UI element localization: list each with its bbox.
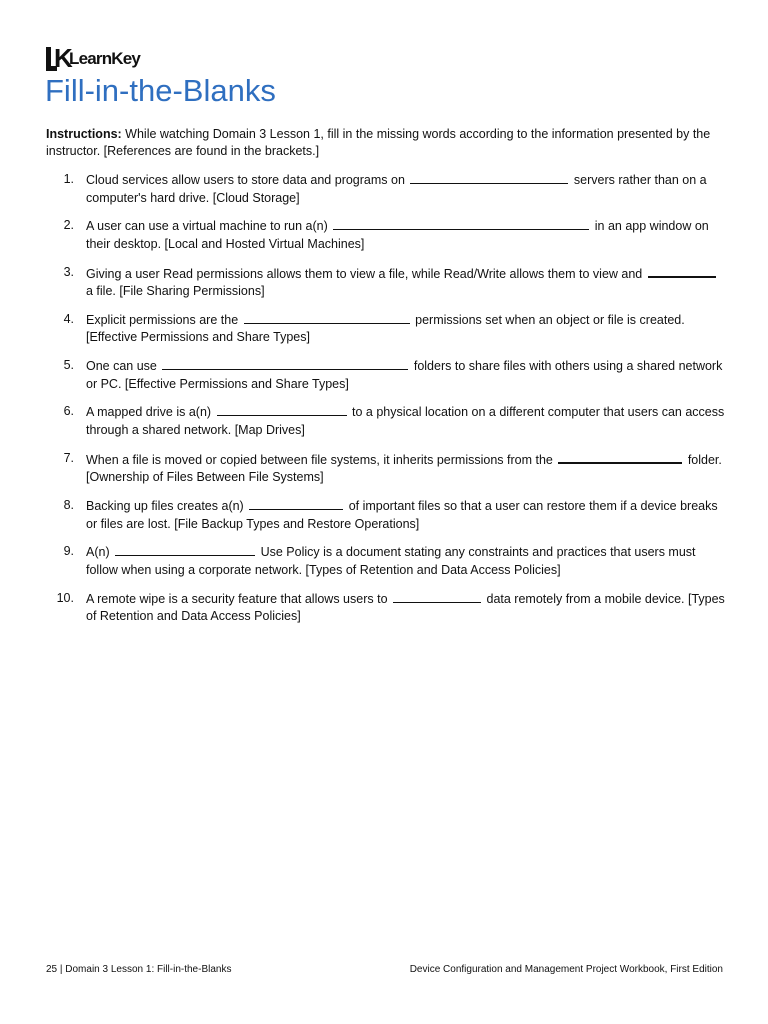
answer-blank[interactable] <box>249 497 343 510</box>
question-number: 7. <box>63 450 74 465</box>
question-item <box>46 171 726 207</box>
answer-blank[interactable] <box>244 311 410 324</box>
question-text-after: a file. [File Sharing Permissions] <box>86 284 265 299</box>
question-text-before: A(n) <box>86 545 110 560</box>
question-text-after: permissions set when an object or file is created. [Effective Permissions and Share Types] <box>86 312 685 345</box>
question-text-before: Giving a user Read permissions allows them to view a file, while Read/Write allows them to view and <box>86 266 643 281</box>
question-text-before: A mapped drive is a(n) <box>86 405 212 420</box>
answer-blank[interactable] <box>558 450 682 464</box>
question-text-after: in an app window on their desktop. [Local and Hosted Virtual Machines] <box>86 219 709 251</box>
question-text-after: to a physical location on a different computer that users can access through a shared network. [Map Drives] <box>86 405 725 437</box>
question-number: 6. <box>63 404 74 419</box>
question-item <box>46 590 726 626</box>
question-item <box>46 311 726 347</box>
question-text-after: folder. [Ownership of Files Between File Systems] <box>86 452 722 485</box>
question-text-before: A remote wipe is a security feature that allows users to <box>86 591 388 606</box>
question-number: 8. <box>63 498 74 513</box>
question-text-before: A user can use a virtual machine to run a(n) <box>86 219 328 234</box>
answer-blank[interactable] <box>648 264 716 278</box>
lk-logo-mark-icon: K <box>46 47 66 71</box>
answer-blank[interactable] <box>410 171 568 184</box>
question-text-after: data remotely from a mobile device. [Types of Retention and Data Access Policies] <box>86 591 725 624</box>
answer-blank[interactable] <box>115 543 255 556</box>
question-item <box>46 264 726 301</box>
answer-blank[interactable] <box>162 357 408 370</box>
question-number: 4. <box>63 311 74 326</box>
question-number: 2. <box>63 218 74 233</box>
page-title: Fill-in-the-Blanks <box>45 73 276 108</box>
footer-book-title: Device Configuration and Management Project Workbook, First Edition <box>409 964 723 975</box>
question-item <box>46 357 726 393</box>
answer-blank[interactable] <box>393 590 481 603</box>
question-text-after: servers rather than on a computer's hard drive. [Cloud Storage] <box>86 173 707 205</box>
answer-blank[interactable] <box>333 217 589 230</box>
question-text-after: Use Policy is a document stating any constraints and practices that users must follow when using a corporate network. [Types of Retention and Data Access Policies] <box>86 545 696 577</box>
question-text-before: Explicit permissions are the <box>86 312 239 327</box>
question-item <box>46 543 726 579</box>
logo-text: LearnKey <box>69 49 141 68</box>
question-text-after: folders to share files with others using a shared network or PC. [Effective Permissions and Share Types] <box>86 359 723 391</box>
learnkey-logo <box>46 43 141 73</box>
question-text-before: One can use <box>86 359 157 374</box>
answer-blank[interactable] <box>217 403 347 416</box>
instructions <box>46 126 726 160</box>
footer-page-info: 25 | Domain 3 Lesson 1: Fill-in-the-Blanks <box>46 964 232 975</box>
instructions-text: While watching Domain 3 Lesson 1, fill in the missing words according to the information presented by the instructor. [References are found in the brackets.] <box>46 127 711 158</box>
question-number: 5. <box>63 358 74 373</box>
question-number: 1. <box>63 172 74 186</box>
question-item <box>46 403 726 439</box>
question-number: 3. <box>63 264 74 279</box>
question-text-before: Backing up files creates a(n) <box>86 499 244 514</box>
question-text-before: Cloud services allow users to store data and programs on <box>86 173 405 187</box>
question-number: 9. <box>63 544 74 559</box>
question-text-after: of important files so that a user can restore them if a device breaks or files are lost. [File Backup Types and Restore Operations] <box>86 499 718 531</box>
question-text-before: When a file is moved or copied between file systems, it inherits permissions from the <box>86 452 553 467</box>
question-item <box>46 217 726 253</box>
question-item <box>46 450 726 487</box>
question-item <box>46 497 726 533</box>
question-list <box>46 171 726 636</box>
instructions-label: Instructions: <box>46 127 122 141</box>
question-number: 10. <box>56 590 74 605</box>
